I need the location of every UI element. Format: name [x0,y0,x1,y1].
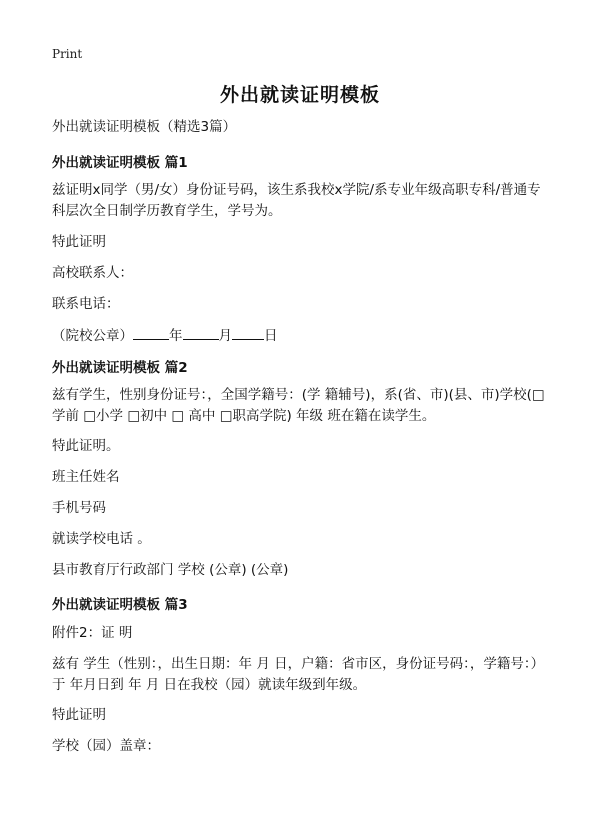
section1-contact-person: 高校联系人： [52,265,133,281]
section3-attachment: 附件2：证 明 [52,625,133,641]
section1-body: 兹证明x同学（男/女）身份证号码，该生系我校x学院/系专业年级高职专科/普通专科层次全日制学历教育学生，学号为。 [52,182,541,219]
month-blank [183,325,219,340]
day-blank [232,325,264,340]
print-label[interactable]: Print [52,47,83,61]
section2-heading: 外出就读证明模板 篇2 [52,360,188,376]
section3-body: 兹有 学生（性别：，出生日期：年 月 日，户籍：省市区，身份证号码：，学籍号：）于 年月日到 年 月 日在我校（园）就读年级到年级。 [52,656,545,693]
section3-certify: 特此证明 [52,707,106,723]
seal-month: 月 [218,328,232,344]
section2-school-phone: 就读学校电话 。 [52,531,151,547]
year-blank [133,325,169,340]
seal-prefix: （院校公章） [52,328,133,344]
section1-heading: 外出就读证明模板 篇1 [52,155,188,171]
section2-teacher-name: 班主任姓名 [52,469,120,485]
section1-contact-phone: 联系电话： [52,296,120,312]
section3-stamp: 学校（园）盖章： [52,738,160,754]
section3-heading: 外出就读证明模板 篇3 [52,597,188,613]
section2-body: 兹有学生，性别身份证号：，全国学籍号：(学 籍辅号)，系(省、市)(县、市)学校(□学前 □小学 □初中 □ 高中 □职高学院) 年级 班在籍在读学生。 [52,387,545,424]
seal-year: 年 [169,328,183,344]
section2-certify: 特此证明。 [52,438,120,454]
section1-certify: 特此证明 [52,234,106,250]
section2-phone: 手机号码 [52,500,106,516]
page-title: 外出就读证明模板 [219,84,380,106]
intro-text: 外出就读证明模板（精选3篇） [52,119,237,135]
seal-day: 日 [264,328,278,344]
section2-authority: 县市教育厅行政部门 学校 (公章) (公章) [52,562,289,578]
section1-seal-line [52,325,548,347]
